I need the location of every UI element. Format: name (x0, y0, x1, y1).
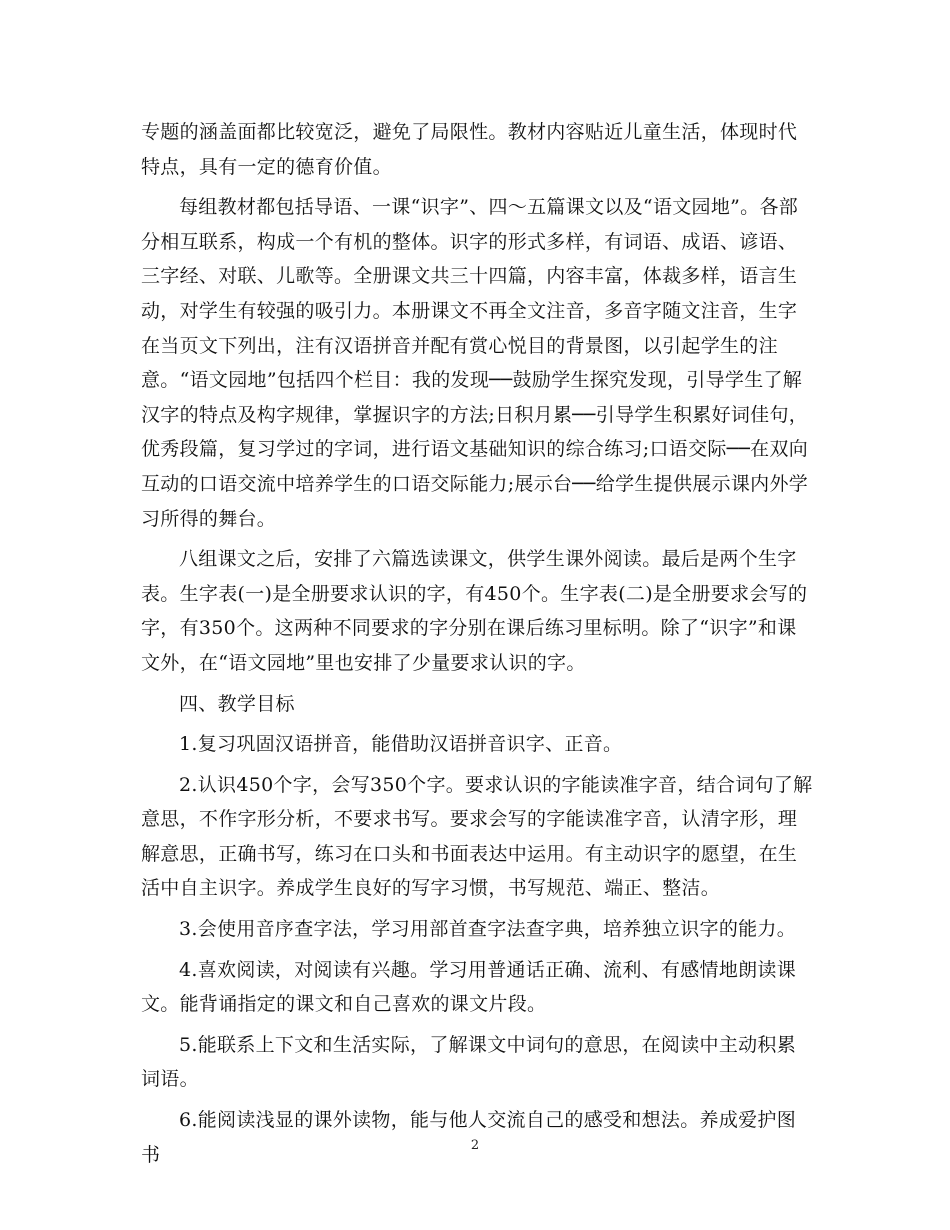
page-number: 2 (470, 1138, 480, 1153)
goal-item-5: 5.能联系上下文和生活实际，了解课文中词句的意思，在阅读中主动积累词语。 (141, 1033, 797, 1091)
goal-item-6: 6.能阅读浅显的课外读物，能与他人交流自己的感受和想法。养成爱护图书 (141, 1109, 797, 1166)
page-body (141, 115, 813, 1178)
paragraph-1: 专题的涵盖面都比较宽泛，避免了局限性。教材内容贴近儿童生活，体现时代特点，具有一定的德育价值。 (141, 121, 798, 178)
paragraph-3: 八组课文之后，安排了六篇选读课文，供学生课外阅读。最后是两个生字表。生字表(一)是全册要求认识的字，有450个。生字表(二)是全册要求会写的字，有350个。这两种不同要求的字分别在课后练习里标明。除了“识字”和课文外，在“语文园地”里也安排了少量要求认识的字。 (141, 548, 808, 674)
goal-item-1: 1.复习巩固汉语拼音，能借助汉语拼音识字、正音。 (179, 733, 623, 756)
section-heading-teaching-goals: 四、教学目标 (179, 692, 295, 715)
goal-item-2: 2.认识450个字，会写350个字。要求认识的字能读准字音，结合词句了解意思，不作字形分析，不要求书写。要求会写的字能读准字音，认清字形，理解意思，正确书写，练习在口头和书面表达中运用。有主动识字的愿望，在生活中自主识字。养成学生良好的写字习惯，书写规范、端正、整洁。 (141, 773, 813, 900)
goal-item-4: 4.喜欢阅读，对阅读有兴趣。学习用普通话正确、流利、有感情地朗读课文。能背诵指定的课文和自己喜欢的课文片段。 (141, 958, 797, 1016)
paragraph-2: 每组教材都包括导语、一课“识字”、四～五篇课文以及“语文园地”。各部分相互联系，构成一个有机的整体。识字的形式多样，有词语、成语、谚语、三字经、对联、儿歌等。全册课文共三十四篇，内容丰富，体裁多样，语言生动，对学生有较强的吸引力。本册课文不再全文注音，多音字随文注音，生字在当页文下列出，注有汉语拼音并配有赏心悦目的背景图，以引起学生的注意。“语文园地”包括四个栏目：我的发现──鼓励学生探究发现，引导学生了解汉字的特点及构字规律，掌握识字的方法;日积月累──引导学生积累好词佳句，优秀段篇，复习学过的字词，进行语文基础知识的综合练习;口语交际──在双向互动的口语交流中培养学生的口语交际能力;展示台──给学生提供展示课内外学习所得的舞台。 (141, 196, 809, 530)
goal-item-3: 3.会使用音序查字法，学习用部首查字法查字典，培养独立识字的能力。 (179, 918, 797, 941)
